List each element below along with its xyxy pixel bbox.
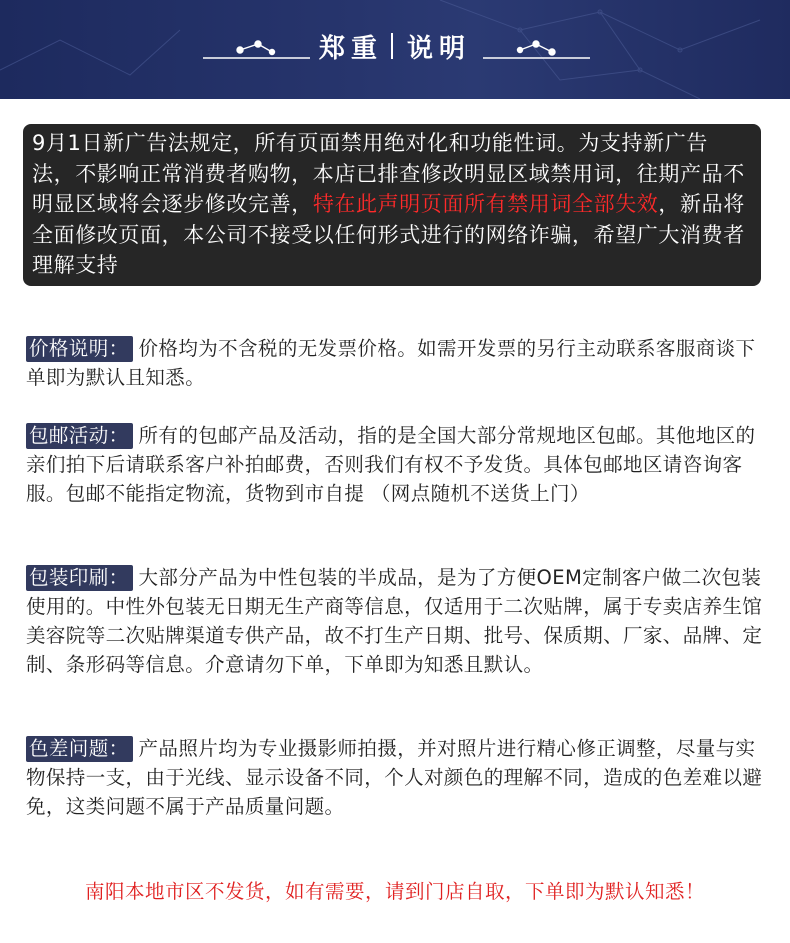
title-divider	[391, 33, 393, 59]
notice-box	[23, 124, 761, 286]
section-tag: 包装印刷：	[26, 565, 133, 591]
section-text: 产品照片均为专业摄影师拍摄，并对照片进行精心修正调整，尽量与实物保持一支，由于光线、显示设备不同，个人对颜色的理解不同，造成的色差难以避免，这类问题不属于产品质量问题。	[26, 737, 763, 818]
section-tag: 色差问题：	[26, 736, 133, 762]
title-left: 郑重	[318, 33, 383, 64]
footer-notice: 南阳本地市区不发货，如有需要，请到门店自取，下单即为默认知悉！	[84, 880, 705, 903]
title-right: 说明	[407, 33, 472, 64]
notice-text-before: 9月1日新广告法规定，所有页面禁用绝对化和功能性词。为支持新广告法，不影响正常消费者购物，本店已排查修改明显区域禁用词，往期产品不明显区域将会逐步修改完善，	[32, 131, 745, 216]
section-tag: 包邮活动：	[26, 423, 133, 449]
section-price	[26, 334, 766, 392]
page-title	[0, 26, 790, 66]
header-banner	[0, 0, 790, 99]
section-shipping	[26, 421, 766, 508]
section-text: 价格均为不含税的无发票价格。如需开发票的另行主动联系客服商谈下单即为默认且知悉。	[26, 337, 756, 389]
section-tag: 价格说明：	[26, 336, 133, 362]
section-text: 所有的包邮产品及活动，指的是全国大部分常规地区包邮。其他地区的亲们拍下后请联系客户补拍邮费，否则我们有权不予发货。具体包邮地区请咨询客服。包邮不能指定物流，货物到市自提 （网点随机不送货上门）	[26, 424, 756, 505]
notice-highlight: 特在此声明页面所有禁用词全部失效	[312, 192, 659, 216]
section-packaging	[26, 563, 766, 679]
section-text: 大部分产品为中性包装的半成品，是为了方便OEM定制客户做二次包装使用的。中性外包装无日期无生产商等信息，仅适用于二次贴牌，属于专卖店养生馆美容院等二次贴牌渠道专供产品，故不打生产日期、批号、保质期、厂家、品牌、定制、条形码等信息。介意请勿下单，下单即为知悉且默认。	[26, 566, 763, 676]
section-color	[26, 734, 766, 821]
notice-text-after: ，新品将全面修改页面，本公司不接受以任何形式进行的网络诈骗，希望广大消费者理解支持	[32, 192, 745, 277]
